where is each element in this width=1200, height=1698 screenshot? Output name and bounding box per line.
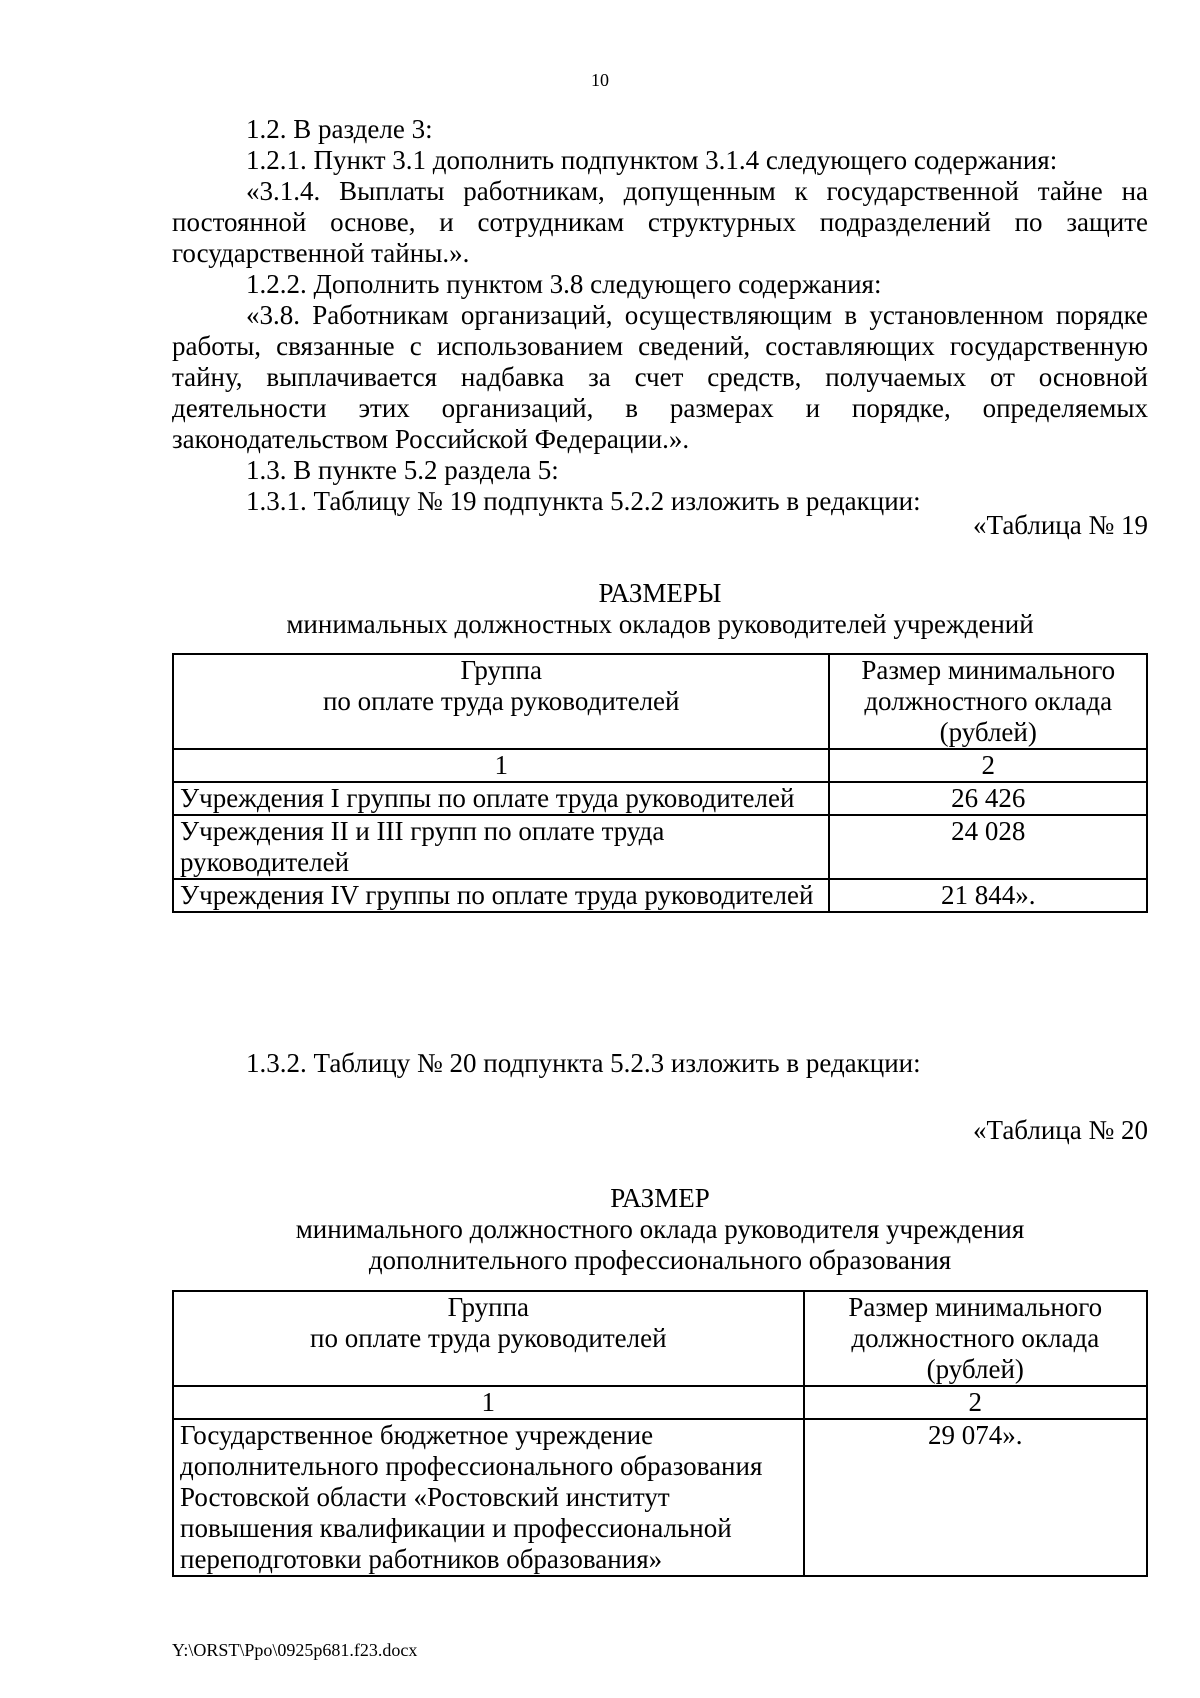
paragraph-1-2-2: 1.2.2. Дополнить пунктом 3.8 следующего содержания: — [246, 269, 882, 299]
table19-row1-value: 26 426 — [829, 782, 1147, 815]
paragraph-3-8: «3.8. Работникам организаций, осуществляющим в установленном порядке работы, связанные с использованием сведений, составляющих государственную тайну, выплачивается надбавка за счет средств, получаемых от основной деятельности этих организаций, в размерах и порядке, определяемых законодательством Российской Федерации.». — [172, 300, 1148, 454]
table-row — [173, 1419, 1147, 1576]
table19-subtitle: минимальных должностных окладов руководителей учреждений — [286, 609, 1034, 639]
table20-row1-value: 29 074». — [804, 1419, 1147, 1576]
table19-header-salary: Размер минимального должностного оклада (рублей) — [829, 654, 1147, 749]
table19-num-col2: 2 — [829, 749, 1147, 782]
table-row — [173, 782, 1147, 815]
paragraph-1-3-1: 1.3.1. Таблицу № 19 подпункта 5.2.2 изложить в редакции: — [246, 486, 921, 516]
table20-header-row — [173, 1291, 1147, 1386]
table20-subtitle-line1: минимального должностного оклада руководителя учреждения — [295, 1214, 1025, 1244]
table20-header-salary: Размер минимального должностного оклада (рублей) — [804, 1291, 1147, 1386]
table19-number-row — [173, 749, 1147, 782]
page-number: 10 — [591, 70, 609, 90]
table20-title: РАЗМЕР — [610, 1183, 710, 1213]
paragraph-1-2: 1.2. В разделе 3: — [246, 114, 433, 144]
table20-num-col2: 2 — [804, 1386, 1147, 1419]
table20-row1-name: Государственное бюджетное учреждение дополнительного профессионального образования Ростовской области «Ростовский институт повышения квалификации и профессиональной переподготовки работников образования» — [173, 1419, 804, 1576]
paragraph-3-1-4: «3.1.4. Выплаты работникам, допущенным к государственной тайне на постоянной основе, и сотрудникам структурных подразделений по защите государственной тайны.». — [172, 176, 1148, 268]
table20-number-row — [173, 1386, 1147, 1419]
table20-num-col1: 1 — [173, 1386, 804, 1419]
table19-header-row — [173, 654, 1147, 749]
table20-label: «Таблица № 20 — [973, 1115, 1148, 1145]
table19-header-group-line2: по оплате труда руководителей — [322, 686, 680, 716]
footer-file-path: Y:\ORST\Ppo\0925p681.f23.docx — [172, 1640, 418, 1660]
table19-num-col1: 1 — [173, 749, 829, 782]
table20 — [172, 1290, 1148, 1577]
body-text — [172, 114, 1148, 517]
paragraph-1-3: 1.3. В пункте 5.2 раздела 5: — [246, 455, 559, 485]
table19-label: «Таблица № 19 — [973, 510, 1148, 540]
table-row — [173, 879, 1147, 912]
table19-header-group — [173, 654, 829, 749]
table20-subtitle-line2: дополнительного профессионального образования — [368, 1245, 952, 1275]
paragraph-1-3-2: 1.3.2. Таблицу № 20 подпункта 5.2.3 изложить в редакции: — [246, 1048, 921, 1078]
table19-row2-value: 24 028 — [829, 815, 1147, 879]
table20-header-group-line2: по оплате труда руководителей — [310, 1323, 667, 1353]
table19-row2-name: Учреждения II и III групп по оплате труда руководителей — [173, 815, 829, 879]
table20-header-group-line1: Группа — [447, 1292, 529, 1322]
table19-row1-name: Учреждения I группы по оплате труда руководителей — [173, 782, 829, 815]
table-row — [173, 815, 1147, 879]
paragraph-1-2-1: 1.2.1. Пункт 3.1 дополнить подпунктом 3.1.4 следующего содержания: — [246, 145, 1058, 175]
table19-row3-name: Учреждения IV группы по оплате труда руководителей — [173, 879, 829, 912]
table19 — [172, 653, 1148, 913]
table19-title: РАЗМЕРЫ — [598, 578, 722, 608]
table19-header-group-line1: Группа — [460, 655, 542, 685]
table19-row3-value: 21 844». — [829, 879, 1147, 912]
table20-header-group — [173, 1291, 804, 1386]
